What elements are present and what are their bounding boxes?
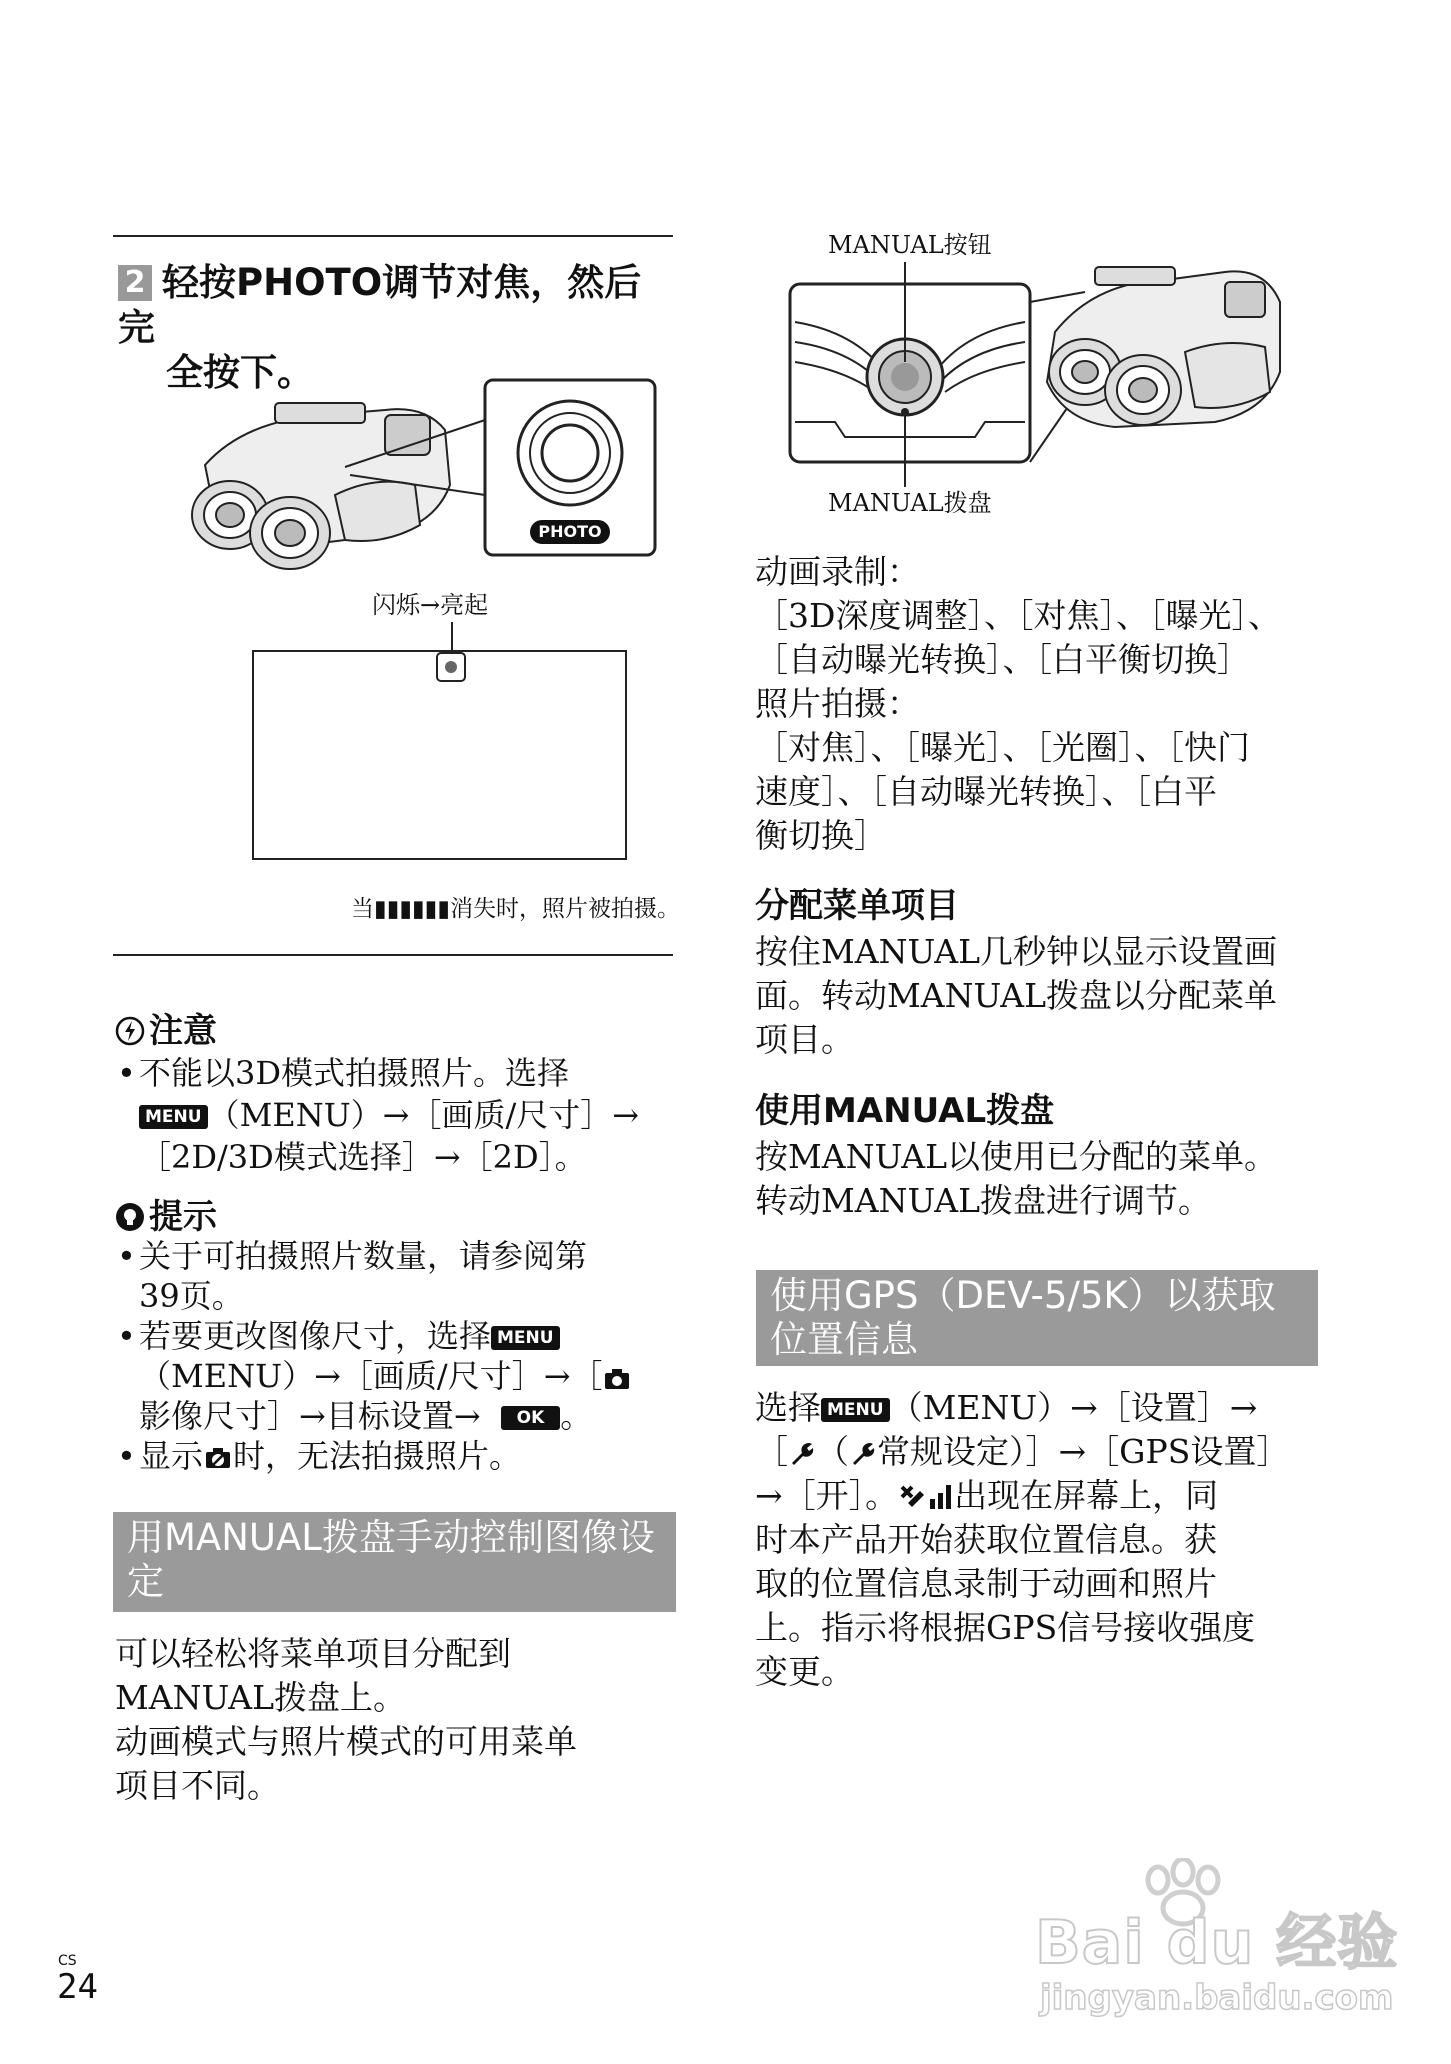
tips-heading: [115, 1196, 217, 1238]
gps-signal-icon: [898, 1481, 954, 1511]
manual-button-label: MANUAL按钮: [828, 231, 992, 259]
manual-section-body: 可以轻松将菜单项目分配到 MANUAL拨盘上。 动画模式与照片模式的可用菜单 项目不同。: [115, 1634, 577, 1805]
focus-label-pointer: [451, 622, 453, 652]
step-title-line1: 轻按PHOTO调节对焦，然后完: [118, 261, 642, 349]
manual-dial-label: MANUAL拨盘: [828, 489, 992, 517]
watermark-brand: Bai du 经验: [1035, 1908, 1399, 1978]
manual-dial-zoom-box: [790, 262, 1030, 487]
tips-item: • 关于可拍摄照片数量，请参阅第 39页。: [115, 1236, 675, 1316]
notes-list: [115, 1052, 675, 1178]
wrench-icon: [849, 1441, 877, 1467]
manual-section-title-line1: 用MANUAL拨盘手动控制图像设: [127, 1516, 655, 1559]
wrench-icon: [788, 1441, 816, 1467]
page-number: 24: [57, 1967, 98, 2007]
gps-section-title-line2: 位置信息: [770, 1318, 918, 1361]
ok-button-icon: OK: [501, 1406, 561, 1430]
tips-item: • 若要更改图像尺寸，选择 MENU （MENU）→［画质/尺寸］→［ 影像尺寸］→目标设置→ OK 。: [115, 1316, 675, 1436]
step-title-line2: 全按下。: [166, 351, 314, 394]
camera-icon: [603, 1367, 631, 1391]
gps-section-title-line1: 使用GPS（DEV-5/5K）以获取: [770, 1274, 1276, 1317]
manual-dial-illustration: [785, 262, 1285, 487]
menu-button-icon: MENU: [139, 1105, 208, 1129]
section-bar-gps: [756, 1270, 1318, 1366]
photo-button-label: PHOTO: [538, 522, 602, 541]
tips-list: [115, 1236, 675, 1476]
step-number-badge: 2: [118, 265, 152, 301]
notes-heading: [115, 1010, 217, 1052]
watermark-url: jingyan.baidu.com: [1040, 1978, 1394, 2018]
tips-title: 提示: [149, 1197, 217, 1237]
assign-body: 按住MANUAL几秒钟以显示设置画 面。转动MANUAL拨盘以分配菜单 项目。: [755, 932, 1278, 1059]
notes-title: 注意: [149, 1011, 217, 1051]
use-dial-body: 按MANUAL以使用已分配的菜单。 转动MANUAL拨盘进行调节。: [755, 1137, 1278, 1220]
focus-caption: 当▮▮▮▮▮▮消失时，照片被拍摄。: [351, 896, 680, 922]
top-rule-left: [113, 235, 673, 237]
use-dial-heading: 使用MANUAL拨盘: [755, 1091, 1055, 1131]
section-rule-left: [113, 954, 673, 956]
photo-disabled-icon: [203, 1445, 233, 1471]
gps-body: 选择 MENU （MENU）→［设置］→ ［ （ 常规设定）］→［GPS设置］ →［开］。 出现在屏幕上，同 时本产品开始获取位置信息。获 取的位置信息录制于动画和照片 上。指示将根据GPS信号接收强度 变更。: [755, 1388, 1290, 1691]
caution-icon: [115, 1016, 145, 1046]
menu-button-icon: MENU: [491, 1326, 560, 1350]
focus-indicator-icon: [436, 652, 466, 682]
available-modes-text: 动画录制： ［3D深度调整］、［对焦］、［曝光］、 ［自动曝光转换］、［白平衡切换］ 照片拍摄： ［对焦］、［曝光］、［光圈］、［快门 速度］、［自动曝光转换］、［白平 衡切换］: [755, 552, 1281, 855]
assign-heading: 分配菜单项目: [755, 886, 959, 926]
focus-indicator-label: 闪烁→亮起: [372, 591, 489, 619]
camera-photo-illustration: [185, 375, 660, 590]
lightbulb-icon: [115, 1202, 145, 1232]
manual-section-title-line2: 定: [127, 1560, 164, 1603]
menu-button-icon: MENU: [821, 1398, 890, 1422]
section-bar-manual: [113, 1512, 676, 1612]
tips-item: • 显示 时，无法拍摄照片。: [115, 1436, 675, 1476]
notes-item: • 不能以3D模式拍摄照片。选择 MENU （MENU）→［画质/尺寸］→ ［2D/3D模式选择］→［2D］。: [115, 1052, 675, 1178]
page-lang-code: CS: [58, 1953, 77, 1969]
